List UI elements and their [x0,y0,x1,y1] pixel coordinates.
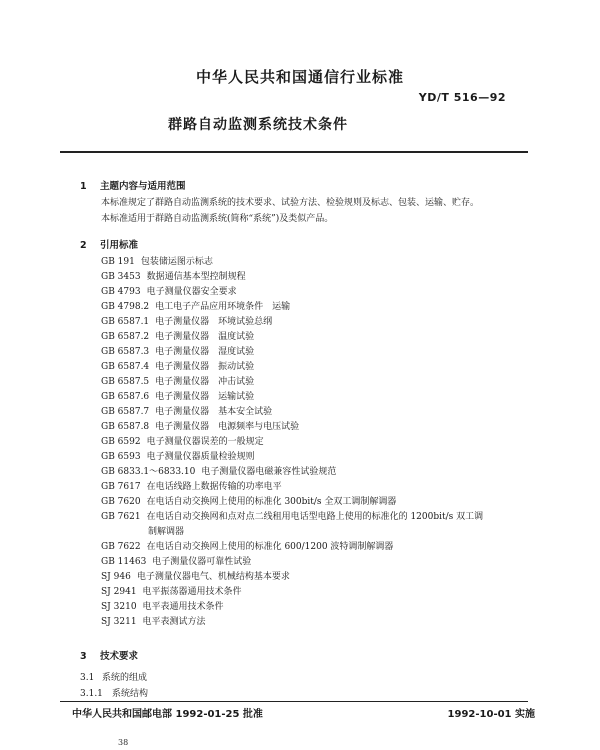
reference-title: 包装储运图示标志 [140,257,213,267]
reference-title: 电子测量仪器电气、机械结构基本要求 [136,572,290,582]
reference-code: GB 6833.1～6833.10 [101,467,196,477]
reference-item [101,330,483,345]
reference-code: GB 4798.2 [101,302,150,312]
reference-item [101,315,483,330]
footer-rule [60,701,528,702]
reference-item [101,285,483,300]
reference-title: 电子测量仪器质量检验规则 [146,452,255,462]
reference-title: 电子测量仪器 基本安全试验 [155,407,273,417]
reference-title: 在电话自动交换网上使用的标准化 600/1200 波特调制解调器 [146,542,394,552]
reference-title: 电平振荡器通用技术条件 [142,587,242,597]
reference-code: GB 6587.8 [101,422,150,432]
reference-item [101,510,483,525]
reference-code: GB 3453 [101,272,141,282]
subsection-3-1-title: 系统的组成 [102,673,148,683]
section-3-title: 技术要求 [100,651,139,662]
reference-title: 在电话自动交换网和点对点二线租用电话型电路上使用的标准化的 1200bit/s 双工调 [146,512,484,522]
reference-code: GB 6587.5 [101,377,150,387]
reference-title: 电子测量仪器 冲击试验 [155,377,255,387]
reference-item [101,375,483,390]
reference-code: GB 6587.3 [101,347,150,357]
reference-item [101,570,483,585]
standard-organization: 中华人民共和国通信行业标准 [195,68,404,86]
section-1-paragraph-2: 本标准适用于群路自动监测系统(简称“系统”)及类似产品。 [101,214,334,224]
reference-title: 电平表测试方法 [142,617,206,627]
section-3-number: 3 [80,651,87,662]
reference-title: 电子测量仪器误差的一般规定 [146,437,264,447]
reference-code: SJ 3210 [101,602,137,612]
reference-code: SJ 2941 [101,587,137,597]
reference-code: GB 7620 [101,497,141,507]
reference-item [101,345,483,360]
reference-title: 制解调器 [148,527,185,537]
reference-code: SJ 946 [101,572,131,582]
reference-title: 数据通信基本型控制规程 [146,272,246,282]
reference-title: 电子测量仪器 温度试验 [155,332,255,342]
reference-title: 电子测量仪器电磁兼容性试验规范 [201,467,337,477]
reference-item [101,465,483,480]
reference-code: GB 4793 [101,287,141,297]
section-2-title: 引用标准 [100,240,139,251]
effective-date: 1992-10-01 实施 [447,709,535,720]
reference-title: 电子测量仪器安全要求 [146,287,237,297]
section-3-heading [80,648,138,662]
reference-title: 在电话自动交换网上使用的标准化 300bit/s 全双工调制解调器 [146,497,397,507]
reference-item [101,480,483,495]
reference-code: GB 7617 [101,482,141,492]
reference-item [101,300,483,315]
reference-title: 电子测量仪器 振动试验 [155,362,255,372]
reference-item [101,555,483,570]
reference-code: GB 191 [101,257,135,267]
document-title: 群路自动监测系统技术条件 [168,117,348,133]
reference-item [101,600,483,615]
reference-title: 电平表通用技术条件 [142,602,224,612]
reference-title: 电子测量仪器 电源频率与电压试验 [155,422,300,432]
reference-title: 电子测量仪器可靠性试验 [152,557,252,567]
reference-item [101,270,483,285]
section-2-number: 2 [80,240,87,251]
subsection-3-1-1-number: 3.1.1 [80,689,103,699]
section-1-heading [80,178,186,192]
section-1-number: 1 [80,181,87,192]
reference-item [101,435,483,450]
section-2-heading [80,237,138,251]
approval-line: 中华人民共和国邮电部 1992-01-25 批准 [72,709,263,720]
reference-title: 电子测量仪器 环境试验总纲 [155,317,273,327]
reference-code: SJ 3211 [101,617,137,627]
reference-code: GB 6592 [101,437,141,447]
standard-code: YD/T 516—92 [418,91,506,104]
section-1-paragraph-1: 本标准规定了群路自动监测系统的技术要求、试验方法、检验规则及标志、包装、运输、贮存。 [101,198,480,208]
section-1-title: 主题内容与适用范围 [100,181,186,192]
reference-title: 电工电子产品应用环境条件 运输 [155,302,291,312]
page-number: 38 [118,738,129,747]
reference-title: 在电话线路上数据传输的功率电平 [146,482,282,492]
reference-item [101,495,483,510]
subsection-3-1-number: 3.1 [80,673,95,683]
reference-code: GB 6587.7 [101,407,150,417]
subsection-3-1 [80,670,147,683]
reference-item [101,585,483,600]
header-rule [60,151,528,153]
reference-code: GB 6587.4 [101,362,150,372]
subsection-3-1-1-title: 系统结构 [112,689,149,699]
reference-code: GB 6587.1 [101,317,150,327]
subsection-3-1-1 [80,686,148,699]
reference-code: GB 7622 [101,542,141,552]
reference-item [101,360,483,375]
reference-item [101,450,483,465]
reference-list [101,255,483,630]
reference-item [101,540,483,555]
reference-item [101,255,483,270]
reference-code: GB 11463 [101,557,147,567]
reference-title: 电子测量仪器 运输试验 [155,392,255,402]
reference-item [101,525,483,540]
reference-code: GB 6587.2 [101,332,150,342]
reference-code: GB 6587.6 [101,392,150,402]
reference-code: GB 7621 [101,512,141,522]
reference-item [101,390,483,405]
reference-title: 电子测量仪器 湿度试验 [155,347,255,357]
reference-item [101,405,483,420]
reference-item [101,615,483,630]
reference-code: GB 6593 [101,452,141,462]
reference-item [101,420,483,435]
